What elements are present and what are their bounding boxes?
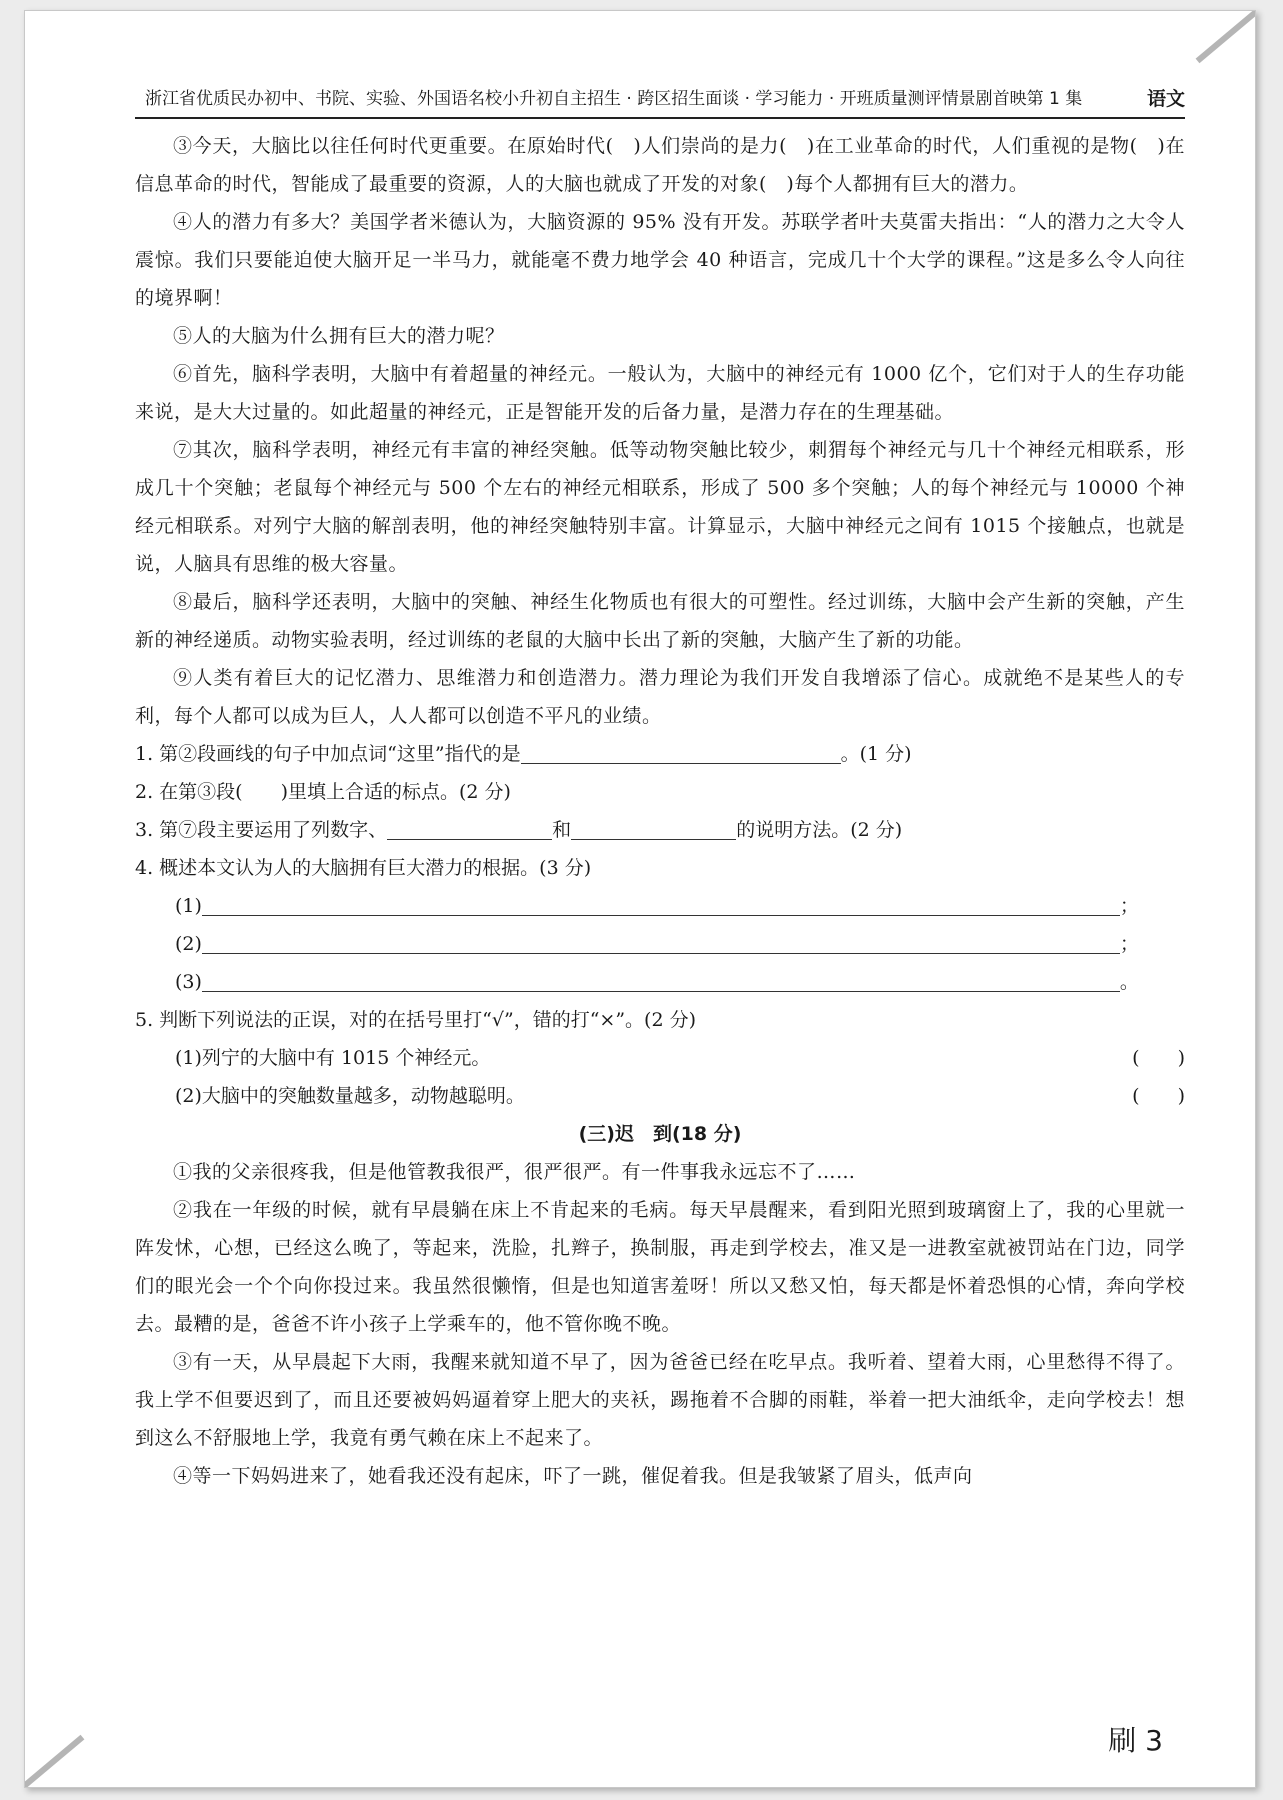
q4-line-end: 。 [1119, 971, 1139, 993]
q5-statement-2 [135, 1077, 1185, 1115]
story-paragraph-3: ③有一天，从早晨起下大雨，我醒来就知道不早了，因为爸爸已经在吃早点。我听着、望着大雨，心里愁得不得了。我上学不但要迟到了，而且还要被妈妈逼着穿上肥大的夹袄，踢拖着不合脚的雨鞋，举着一把大油纸伞，走向学校去！想到这么不舒服地上学，我竟有勇气赖在床上不起来了。 [135, 1351, 1185, 1449]
q4-item-label: (3) [175, 971, 202, 993]
header-subject: 语文 [1146, 88, 1185, 110]
page-header [135, 81, 1185, 119]
answer-blank-q3-b[interactable] [571, 817, 736, 840]
paragraph-7: ⑦其次，脑科学表明，神经元有丰富的神经突触。低等动物突触比较少，刺猬每个神经元与几十个神经元相联系，形成几十个突触；老鼠每个神经元与 500 个左右的神经元相联系，形成了 500 多个突触；人的每个神经元与 10000 个神经元相联系。对列宁大脑的解剖表明，他的神经突触特别丰富。计算显示，大脑中神经元之间有 1015 个接触点，也就是说，人脑具有思维的极大容量。 [135, 439, 1185, 575]
question-3-score: 的说明方法。(2 分) [736, 819, 903, 841]
corner-mark [24, 1735, 84, 1788]
answer-line[interactable] [202, 931, 1120, 954]
q5-statement-text: (2)大脑中的突触数量越多，动物越聪明。 [175, 1085, 525, 1107]
page-content [135, 81, 1185, 1495]
page-number: 刷 3 [1108, 1724, 1163, 1757]
paragraph-6: ⑥首先，脑科学表明，大脑中有着超量的神经元。一般认为，大脑中的神经元有 1000 亿个，它们对于人的生存功能来说，是大大过量的。如此超量的神经元，正是智能开发的后备力量，是潜力存在的生理基础。 [135, 363, 1185, 423]
question-3 [135, 811, 1185, 849]
story-paragraph-2: ②我在一年级的时候，就有早晨躺在床上不肯起来的毛病。每天早晨醒来，看到阳光照到玻璃窗上了，我的心里就一阵发怵，心想，已经这么晚了，等起来，洗脸，扎辫子，换制服，再走到学校去，准又是一进教室就被罚站在门边，同学们的眼光会一个个向你投过来。我虽然很懒惰，但是也知道害羞呀！所以又愁又怕，每天都是怀着恐惧的心情，奔向学校去。最糟的是，爸爸不许小孩子上学乘车的，他不管你晚不晚。 [135, 1199, 1185, 1335]
q5-statement-text: (1)列宁的大脑中有 1015 个神经元。 [175, 1047, 491, 1069]
paragraph-8: ⑧最后，脑科学还表明，大脑中的突触、神经生化物质也有很大的可塑性。经过训练，大脑中会产生新的突触，产生新的神经递质。动物实验表明，经过训练的老鼠的大脑中长出了新的突触，大脑产生了新的功能。 [135, 591, 1185, 651]
answer-line[interactable] [202, 969, 1120, 992]
paragraph-4: ④人的潜力有多大？美国学者米德认为，大脑资源的 95% 没有开发。苏联学者叶夫莫雷夫指出：“人的潜力之大令人震惊。我们只要能迫使大脑开足一半马力，就能毫不费力地学会 40 种语言，完成几十个大学的课程。”这是多么令人向往的境界啊！ [135, 211, 1185, 309]
answer-line[interactable] [202, 893, 1120, 916]
q4-item-label: (2) [175, 933, 202, 955]
question-2: 2. 在第③段( )里填上合适的标点。(2 分) [135, 781, 511, 803]
q4-answer-line-1 [135, 887, 1185, 925]
corner-mark [1196, 10, 1256, 63]
question-3-and: 和 [552, 819, 572, 841]
question-3-text: 3. 第⑦段主要运用了列数字、 [135, 819, 388, 841]
q4-line-end: ； [1119, 895, 1139, 917]
question-4: 4. 概述本文认为人的大脑拥有巨大潜力的根据。(3 分) [135, 857, 592, 879]
question-1 [135, 735, 1185, 773]
header-title: 浙江省优质民办初中、书院、实验、外国语名校小升初自主招生 · 跨区招生面谈 · 学习能力 · 开班质量测评情景剧首映第 1 集 [145, 89, 1083, 109]
judge-answer-box[interactable]: ( ) [1132, 1085, 1185, 1107]
passage-body [135, 127, 1185, 1495]
answer-blank-q1[interactable] [521, 741, 841, 764]
question-1-score: 。(1 分) [840, 743, 912, 765]
judge-answer-box[interactable]: ( ) [1132, 1047, 1185, 1069]
section-3-title: (三)迟 到(18 分) [578, 1123, 742, 1145]
q5-statement-1 [135, 1039, 1185, 1077]
question-1-text: 1. 第②段画线的句子中加点词“这里”指代的是 [135, 743, 521, 765]
q4-line-end: ； [1119, 933, 1139, 955]
story-paragraph-1: ①我的父亲很疼我，但是他管教我很严，很严很严。有一件事我永远忘不了…… [173, 1161, 856, 1183]
story-paragraph-4: ④等一下妈妈进来了，她看我还没有起床，吓了一跳，催促着我。但是我皱紧了眉头，低声向 [173, 1465, 973, 1487]
paragraph-5: ⑤人的大脑为什么拥有巨大的潜力呢？ [173, 325, 505, 347]
page-sheet [24, 10, 1256, 1788]
q4-answer-line-2 [135, 925, 1185, 963]
q4-item-label: (1) [175, 895, 202, 917]
answer-blank-q3-a[interactable] [387, 817, 552, 840]
paragraph-9: ⑨人类有着巨大的记忆潜力、思维潜力和创造潜力。潜力理论为我们开发自我增添了信心。成就绝不是某些人的专利，每个人都可以成为巨人，人人都可以创造不平凡的业绩。 [135, 667, 1185, 727]
question-5: 5. 判断下列说法的正误，对的在括号里打“√”，错的打“×”。(2 分) [135, 1009, 697, 1031]
q4-answer-line-3 [135, 963, 1185, 1001]
paragraph-3: ③今天，大脑比以往任何时代更重要。在原始时代( )人们崇尚的是力( )在工业革命的时代，人们重视的是物( )在信息革命的时代，智能成了最重要的资源，人的大脑也就成了开发的对象( )每个人都拥有巨大的潜力。 [135, 135, 1185, 195]
